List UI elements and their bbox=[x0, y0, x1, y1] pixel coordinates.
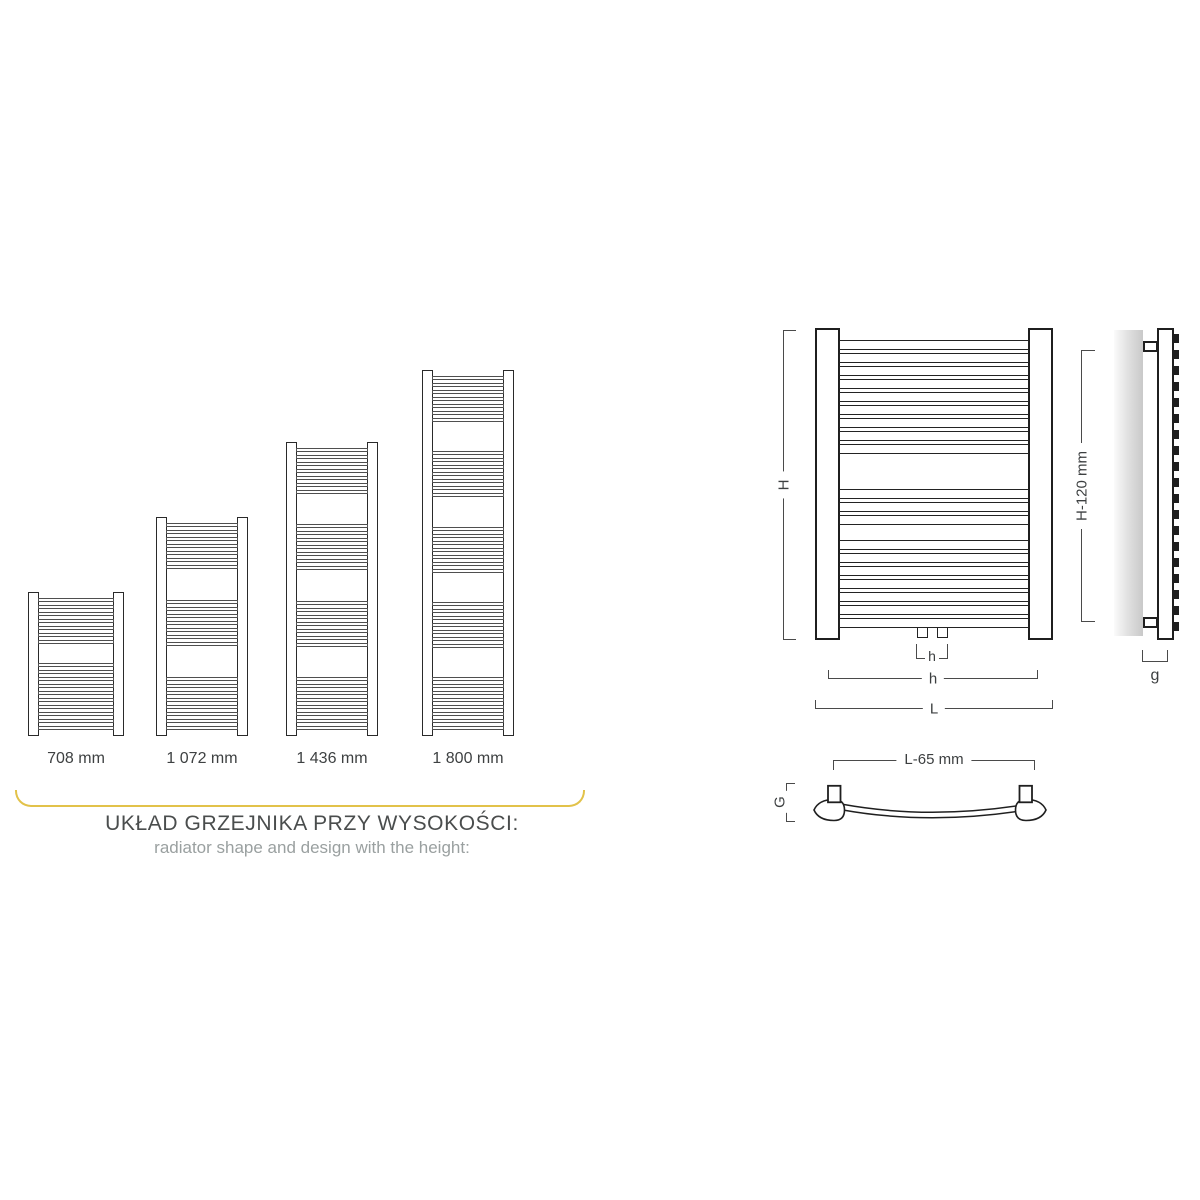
rung bbox=[38, 698, 114, 702]
rung bbox=[432, 527, 504, 531]
rung bbox=[296, 608, 368, 612]
rung bbox=[432, 602, 504, 606]
section-subtitle: radiator shape and design with the height: bbox=[154, 838, 470, 857]
rung-group-gap bbox=[432, 500, 504, 523]
rung bbox=[166, 684, 238, 688]
radiator-diagram-708 bbox=[28, 592, 124, 736]
rung bbox=[432, 698, 504, 702]
rung bbox=[296, 712, 368, 716]
rung bbox=[839, 353, 1029, 363]
rung bbox=[296, 566, 368, 570]
rung-group-gap bbox=[38, 647, 114, 660]
rung-group-gap bbox=[166, 649, 238, 674]
rung bbox=[432, 472, 504, 476]
rung bbox=[432, 719, 504, 723]
rung bbox=[432, 390, 504, 394]
rung bbox=[432, 712, 504, 716]
rung bbox=[839, 379, 1029, 389]
rung bbox=[432, 616, 504, 620]
rung-group-gap bbox=[296, 497, 368, 521]
rung bbox=[296, 538, 368, 542]
radiator-diagram-1800 bbox=[422, 370, 514, 736]
rung bbox=[166, 719, 238, 723]
rung bbox=[839, 444, 1029, 454]
rung-stack bbox=[166, 523, 238, 730]
rung bbox=[432, 397, 504, 401]
rung bbox=[38, 726, 114, 730]
dim-label-G: G bbox=[771, 791, 790, 813]
rung bbox=[296, 615, 368, 619]
rung bbox=[839, 618, 1029, 628]
rung bbox=[296, 629, 368, 633]
rung bbox=[839, 418, 1029, 428]
rung-stack bbox=[296, 448, 368, 730]
rung bbox=[432, 376, 504, 380]
rung bbox=[432, 465, 504, 469]
rung bbox=[296, 455, 368, 459]
wall-bracket-top bbox=[1143, 341, 1158, 352]
dim-corner-left bbox=[916, 644, 925, 659]
rung bbox=[38, 719, 114, 723]
side-rail-right bbox=[367, 442, 378, 736]
dim-label-g: g bbox=[1150, 667, 1160, 684]
rung bbox=[839, 553, 1029, 563]
rung bbox=[166, 551, 238, 555]
height-label-1072: 1 072 mm bbox=[166, 750, 238, 767]
dim-line-L bbox=[815, 699, 1053, 717]
rung bbox=[839, 592, 1029, 602]
rung bbox=[432, 562, 504, 566]
rung bbox=[166, 530, 238, 534]
rung-group-gap bbox=[432, 651, 504, 674]
rung bbox=[432, 411, 504, 415]
rung bbox=[166, 705, 238, 709]
rung bbox=[839, 431, 1029, 441]
rung bbox=[432, 691, 504, 695]
rung bbox=[38, 712, 114, 716]
rung bbox=[839, 489, 1029, 499]
rung bbox=[38, 670, 114, 674]
side-rail-right bbox=[237, 517, 248, 736]
rung bbox=[432, 486, 504, 490]
rung bbox=[296, 622, 368, 626]
rung bbox=[38, 605, 114, 609]
rung bbox=[296, 531, 368, 535]
rung bbox=[166, 544, 238, 548]
rung bbox=[432, 677, 504, 681]
rung bbox=[296, 524, 368, 528]
radiator-diagram-1072 bbox=[156, 517, 248, 736]
dim-line-L65 bbox=[833, 750, 1035, 770]
section-title: UKŁAD GRZEJNIKA PRZY WYSOKOŚCI: bbox=[105, 812, 519, 835]
rung bbox=[296, 601, 368, 605]
rung-group-gap bbox=[432, 425, 504, 448]
dim-valve-spacing bbox=[910, 644, 954, 664]
brace-under-radiators bbox=[15, 790, 585, 807]
radiator-side-profile bbox=[1157, 328, 1174, 640]
rung bbox=[38, 633, 114, 637]
height-label-1800: 1 800 mm bbox=[432, 750, 504, 767]
front-view-rungs bbox=[839, 340, 1029, 628]
rung-group-gap bbox=[432, 576, 504, 599]
collector-tube-left bbox=[815, 328, 840, 640]
rung-group-gap bbox=[166, 572, 238, 597]
collector-tube-right bbox=[1028, 328, 1053, 640]
rung bbox=[166, 607, 238, 611]
rung bbox=[38, 684, 114, 688]
rung bbox=[166, 621, 238, 625]
rung bbox=[839, 405, 1029, 415]
rung bbox=[432, 569, 504, 573]
rung bbox=[166, 614, 238, 618]
rung bbox=[296, 677, 368, 681]
dim-label-L: L bbox=[923, 701, 945, 718]
rung bbox=[38, 677, 114, 681]
rung bbox=[839, 340, 1029, 350]
pipe-connector-left bbox=[828, 786, 841, 803]
rung bbox=[296, 719, 368, 723]
rung bbox=[166, 600, 238, 604]
rung bbox=[296, 448, 368, 452]
rung bbox=[432, 609, 504, 613]
dim-line-h bbox=[828, 669, 1038, 687]
dim-label-L65: L-65 mm bbox=[896, 752, 971, 769]
rung bbox=[839, 502, 1029, 512]
rung bbox=[296, 559, 368, 563]
rung bbox=[38, 619, 114, 623]
front-view-drawing bbox=[815, 328, 1053, 640]
rung bbox=[839, 540, 1029, 550]
side-rail-right bbox=[503, 370, 514, 736]
rung bbox=[432, 534, 504, 538]
rung bbox=[432, 404, 504, 408]
rung bbox=[38, 705, 114, 709]
rung bbox=[296, 691, 368, 695]
pipe-connector-right bbox=[1020, 786, 1033, 803]
rung bbox=[296, 462, 368, 466]
rung bbox=[166, 691, 238, 695]
rung bbox=[296, 545, 368, 549]
rung bbox=[432, 623, 504, 627]
rung bbox=[166, 537, 238, 541]
rung bbox=[432, 479, 504, 483]
rung bbox=[296, 643, 368, 647]
rung bbox=[839, 392, 1029, 402]
rung bbox=[38, 663, 114, 667]
rung bbox=[296, 552, 368, 556]
dim-corner-right bbox=[939, 644, 948, 659]
rung bbox=[839, 515, 1029, 525]
rung bbox=[296, 636, 368, 640]
rung-stack bbox=[432, 376, 504, 730]
wall-surface bbox=[1114, 330, 1143, 636]
rung bbox=[296, 726, 368, 730]
rung bbox=[38, 612, 114, 616]
top-view-drawing bbox=[800, 770, 1060, 830]
rung bbox=[166, 628, 238, 632]
rung bbox=[296, 483, 368, 487]
rung bbox=[432, 705, 504, 709]
rung-stack bbox=[38, 598, 114, 730]
dim-label-h: h bbox=[922, 671, 944, 688]
rung bbox=[432, 555, 504, 559]
valve-connection-left bbox=[917, 628, 928, 638]
height-label-708: 708 mm bbox=[47, 750, 105, 767]
rung bbox=[296, 490, 368, 494]
rung bbox=[839, 579, 1029, 589]
rung bbox=[432, 637, 504, 641]
rung bbox=[432, 684, 504, 688]
rung bbox=[166, 677, 238, 681]
rung bbox=[166, 698, 238, 702]
rung bbox=[432, 451, 504, 455]
side-rail-right bbox=[113, 592, 124, 736]
wall-bracket-bottom bbox=[1143, 617, 1158, 628]
rung bbox=[432, 383, 504, 387]
rung bbox=[296, 476, 368, 480]
rung-group-gap bbox=[296, 650, 368, 674]
rung bbox=[166, 712, 238, 716]
rung bbox=[432, 541, 504, 545]
rung bbox=[38, 598, 114, 602]
rung bbox=[839, 566, 1029, 576]
rung-edges-dashed bbox=[1174, 334, 1179, 634]
rung bbox=[839, 366, 1029, 376]
rung bbox=[432, 458, 504, 462]
rung bbox=[839, 605, 1029, 615]
rung bbox=[38, 691, 114, 695]
rung bbox=[432, 726, 504, 730]
rung bbox=[432, 548, 504, 552]
rung bbox=[432, 644, 504, 648]
rung bbox=[166, 558, 238, 562]
rung bbox=[296, 684, 368, 688]
rung bbox=[432, 418, 504, 422]
rung-group-gap bbox=[839, 457, 1029, 486]
rung-group-gap bbox=[296, 573, 368, 597]
rung bbox=[166, 523, 238, 527]
rung bbox=[166, 726, 238, 730]
valve-connection-right bbox=[937, 628, 948, 638]
rung bbox=[296, 705, 368, 709]
rung bbox=[166, 642, 238, 646]
radiator-diagram-1436 bbox=[286, 442, 378, 736]
dim-label-H: H bbox=[775, 472, 794, 499]
dim-label-h-small: h bbox=[928, 648, 936, 664]
rung bbox=[432, 630, 504, 634]
dim-line-g bbox=[1142, 650, 1168, 662]
dim-label-H120: H-120 mm bbox=[1073, 443, 1092, 529]
rung bbox=[38, 640, 114, 644]
rung bbox=[166, 565, 238, 569]
rung bbox=[296, 469, 368, 473]
rung bbox=[38, 626, 114, 630]
rung bbox=[166, 635, 238, 639]
rung bbox=[296, 698, 368, 702]
rung-group-gap bbox=[839, 528, 1029, 538]
rung bbox=[432, 493, 504, 497]
height-label-1436: 1 436 mm bbox=[296, 750, 368, 767]
